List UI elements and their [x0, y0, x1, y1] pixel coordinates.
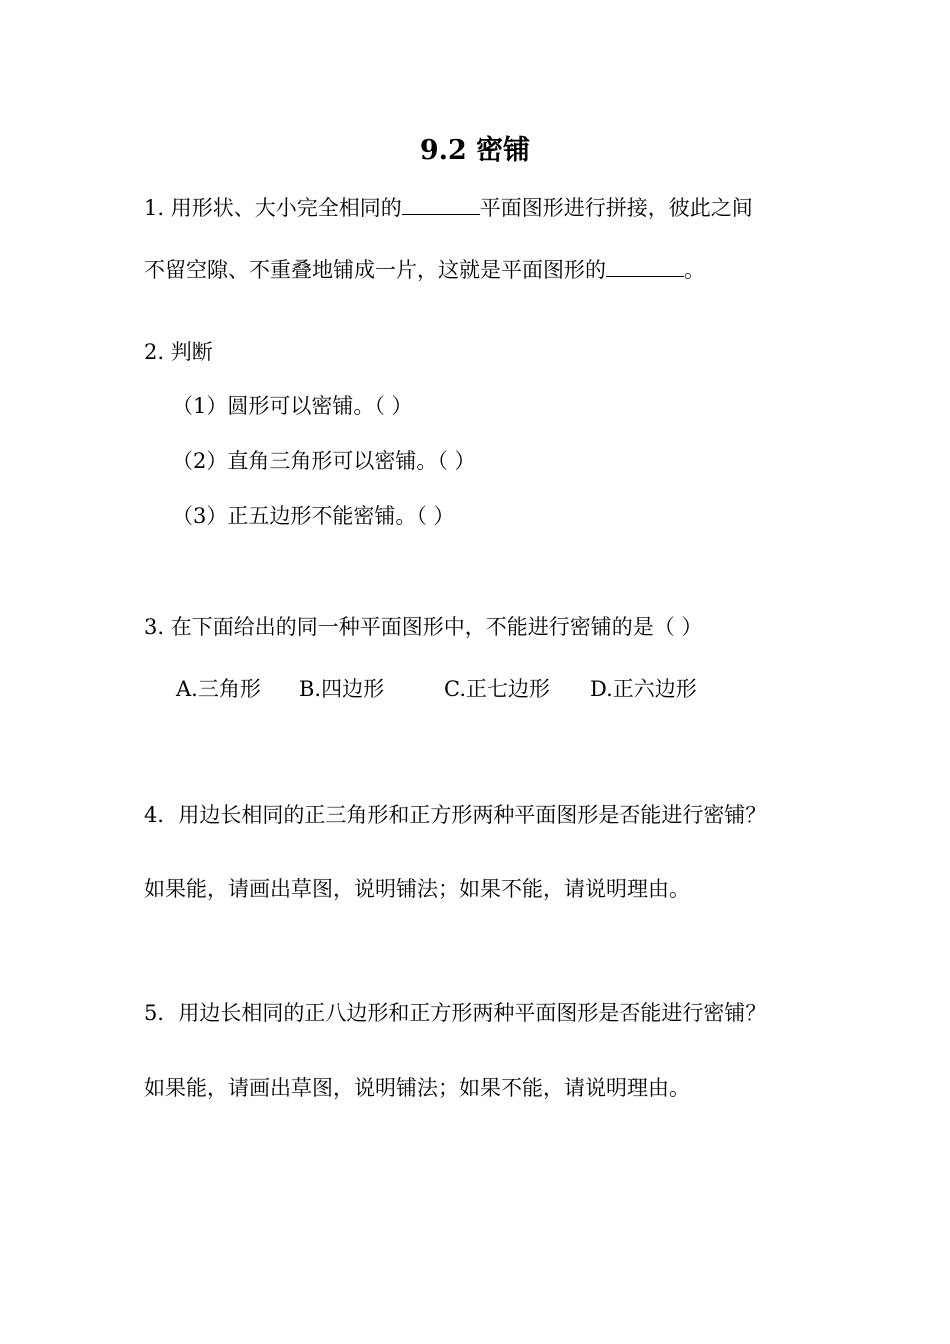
judge-item-2: （2）直角三角形可以密铺。（ ） [172, 449, 476, 473]
question-1-line-2 [144, 256, 705, 284]
option-c[interactable]: C.正七边形 [444, 677, 550, 701]
judge-item-1: （1）圆形可以密铺。（ ） [172, 394, 413, 418]
question-4-line-1: 4．用边长相同的正三角形和正方形两种平面图形是否能进行密铺？ [144, 803, 767, 827]
question-3-stem: 3. 在下面给出的同一种平面图形中，不能进行密铺的是（ ） [144, 615, 703, 639]
answer-blank-1[interactable] [402, 194, 480, 215]
question-5-line-1: 5．用边长相同的正八边形和正方形两种平面图形是否能进行密铺？ [144, 1001, 767, 1025]
question-2-heading: 2. 判断 [144, 340, 213, 364]
option-b[interactable]: B.四边形 [299, 677, 385, 701]
question-1-line-1 [144, 194, 753, 222]
question-4-line-2: 如果能，请画出草图，说明铺法；如果不能，请说明理由。 [144, 877, 690, 901]
question-1-text-a: 1. 用形状、大小完全相同的 [144, 196, 402, 220]
question-1-text-c: 不留空隙、不重叠地铺成一片，这就是平面图形的 [144, 258, 606, 282]
option-a[interactable]: A.三角形 [176, 677, 261, 701]
page-title: 9.2 密铺 [419, 135, 531, 166]
question-1-text-d: 。 [684, 258, 705, 282]
option-d[interactable]: D.正六边形 [590, 677, 697, 701]
question-1-text-b: 平面图形进行拼接，彼此之间 [479, 196, 753, 220]
judge-item-3: （3）正五边形不能密铺。（ ） [172, 504, 455, 528]
answer-blank-2[interactable] [606, 256, 684, 277]
question-5-line-2: 如果能，请画出草图，说明铺法；如果不能，请说明理由。 [144, 1076, 690, 1100]
